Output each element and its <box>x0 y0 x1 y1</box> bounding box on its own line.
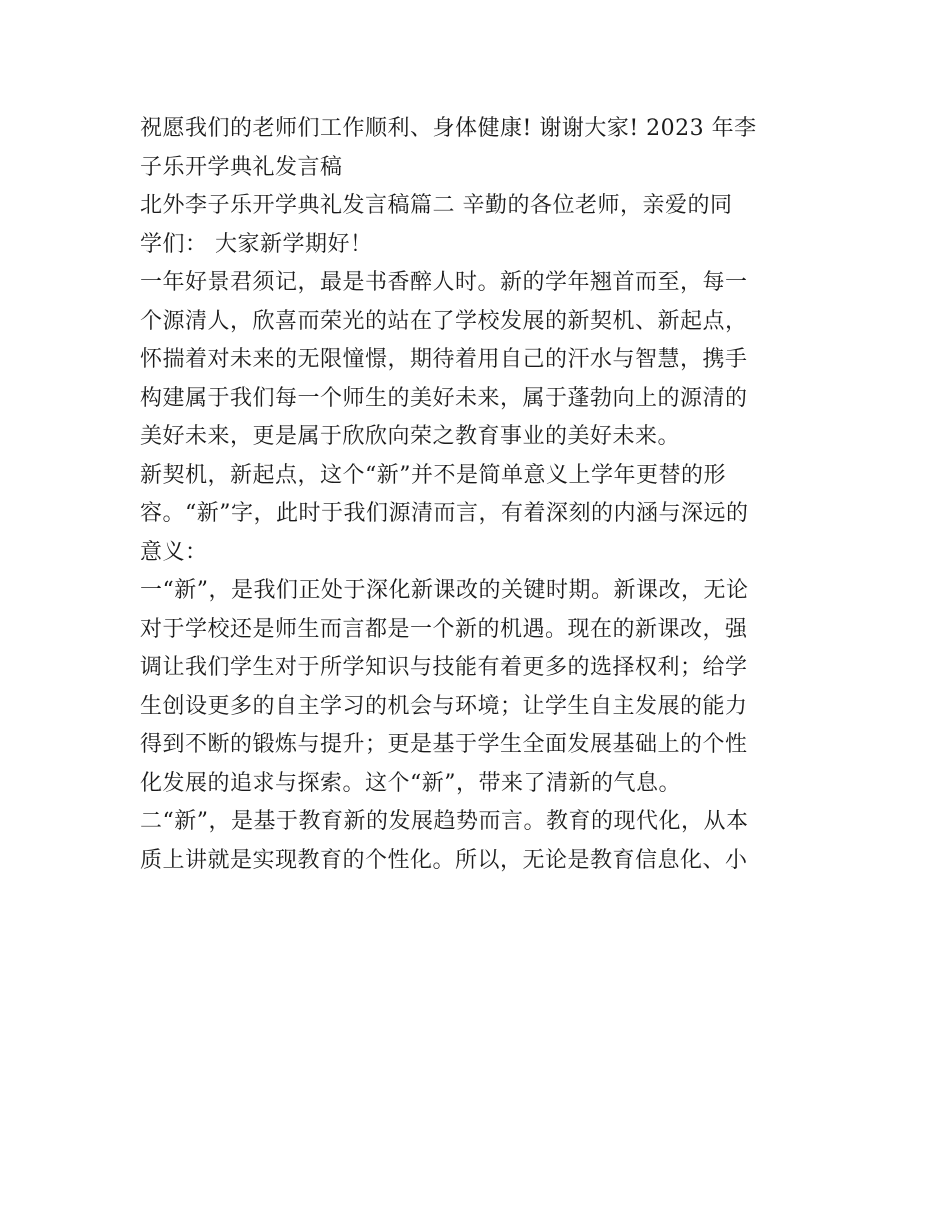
text-line: 意义： <box>140 539 208 565</box>
text-line: 生创设更多的自主学习的机会与环境；让学生自主发展的能力 <box>140 693 748 719</box>
text-line: 新契机，新起点，这个“新”并不是简单意义上学年更替的形 <box>140 462 726 488</box>
text-line: 祝愿我们的老师们工作顺利、身体健康! 谢谢大家! 2023 年李 <box>140 116 757 141</box>
text-line: 一“新”，是我们正处于深化新课改的关键时期。新课改，无论 <box>140 578 749 603</box>
text-line: 二“新”，是基于教育新的发展趋势而言。教育的现代化，从本 <box>140 809 749 834</box>
text-line: 北外李子乐开学典礼发言稿篇二 辛勤的各位老师，亲爱的同 <box>140 193 733 218</box>
text-line: 怀揣着对未来的无限憧憬，期待着用自己的汗水与智慧，携手 <box>140 347 748 372</box>
text-line: 容。“新”字，此时于我们源清而言，有着深刻的内涵与深远的 <box>140 501 749 526</box>
text-line: 调让我们学生对于所学知识与技能有着更多的选择权利；给学 <box>140 655 748 680</box>
text-line: 质上讲就是实现教育的个性化。所以，无论是教育信息化、小 <box>140 847 748 873</box>
text-line: 子乐开学典礼发言稿 <box>140 154 343 180</box>
text-line: 构建属于我们每一个师生的美好未来，属于蓬勃向上的源清的 <box>140 385 748 411</box>
text-line: 美好未来，更是属于欣欣向荣之教育事业的美好未来。 <box>140 424 681 449</box>
text-line: 一年好景君须记，最是书香醉人时。新的学年翘首而至，每一 <box>140 270 748 295</box>
text-line: 学们： 大家新学期好！ <box>140 231 373 257</box>
text-line: 对于学校还是师生而言都是一个新的机遇。现在的新课改，强 <box>140 616 748 642</box>
text-line: 个源清人，欣喜而荣光的站在了学校发展的新契机、新起点， <box>140 308 748 334</box>
document-body <box>140 110 820 880</box>
text-line: 化发展的追求与探索。这个“新”，带来了清新的气息。 <box>140 770 681 796</box>
text-line: 得到不断的锻炼与提升；更是基于学生全面发展基础上的个性 <box>140 732 748 757</box>
